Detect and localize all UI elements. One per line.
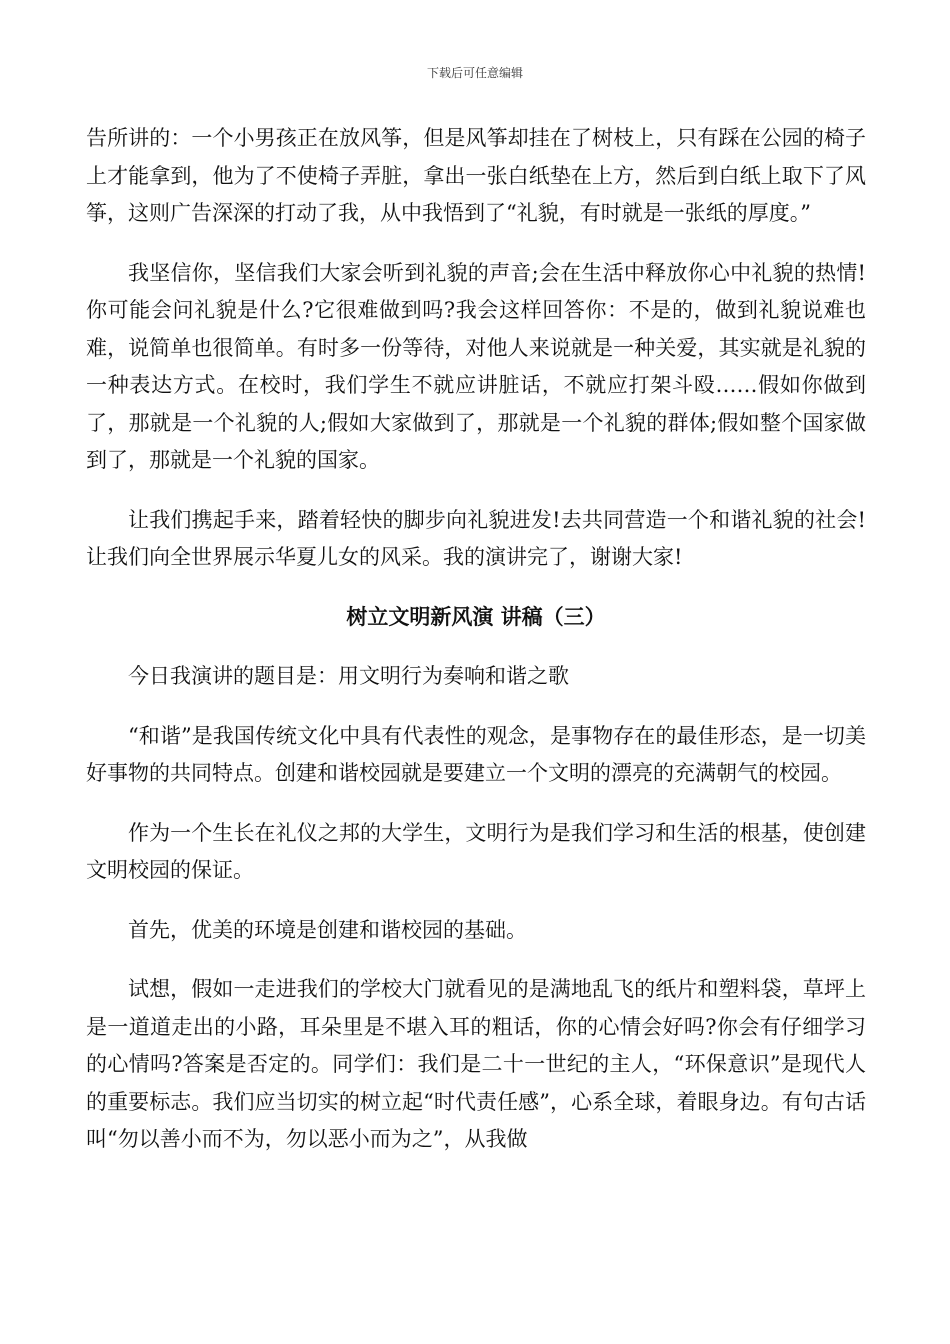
paragraph-continued: 告所讲的：一个小男孩正在放风筝，但是风筝却挂在了树枝上，只有踩在公园的椅子上才能拿到，他为了不使椅子弄脏，拿出一张白纸垫在上方，然后到白纸上取下了风筝，这则广告深深的打动了我，从中我悟到了“礼貌，有时就是一张纸的厚度。” [86,126,866,225]
document-body [86,120,866,1181]
page-header: 下载后可任意编辑 [426,66,523,80]
section-title: 树立文明新风演 讲稿（三） [346,604,606,629]
paragraph: 今日我演讲的题目是：用文明行为奏响和谐之歌 [128,664,569,688]
paragraph: 试想，假如一走进我们的学校大门就看见的是满地乱飞的纸片和塑料袋，草坪上是一道道走出的小路，耳朵里是不堪入耳的粗话，你的心情会好吗?你会有仔细学习的心情吗?答案是否定的。同学们：我们是二十一世纪的主人，“环保意识”是现代人的重要标志。我们应当切实的树立起“时代责任感”，心系全球，着眼身边。有句古话叫“勿以善小而不为，勿以恶小而为之”，从我做 [86,977,866,1151]
paragraph: 我坚信你，坚信我们大家会听到礼貌的声音;会在生活中释放你心中礼貌的热情!你可能会问礼貌是什么?它很难做到吗?我会这样回答你：不是的，做到礼貌说难也难，说简单也很简单。有时多一份等待，对他人来说就是一种关爱，其实就是礼貌的一种表达方式。在校时，我们学生不就应讲脏话，不就应打架斗殴……假如你做到了，那就是一个礼貌的人;假如大家做到了，那就是一个礼貌的群体;假如整个国家做到了，那就是一个礼貌的国家。 [86,260,866,472]
paragraph: 让我们携起手来，踏着轻快的脚步向礼貌进发!去共同营造一个和谐礼貌的社会!让我们向全世界展示华夏儿女的风采。我的演讲完了，谢谢大家! [86,507,866,569]
paragraph: “和谐”是我国传统文化中具有代表性的观念，是事物存在的最佳形态，是一切美好事物的共同特点。创建和谐校园就是要建立一个文明的漂亮的充满朝气的校园。 [86,723,866,785]
paragraph: 作为一个生长在礼仪之邦的大学生，文明行为是我们学习和生活的根基，使创建文明校园的保证。 [86,820,866,882]
paragraph: 首先，优美的环境是创建和谐校园的基础。 [128,917,527,942]
